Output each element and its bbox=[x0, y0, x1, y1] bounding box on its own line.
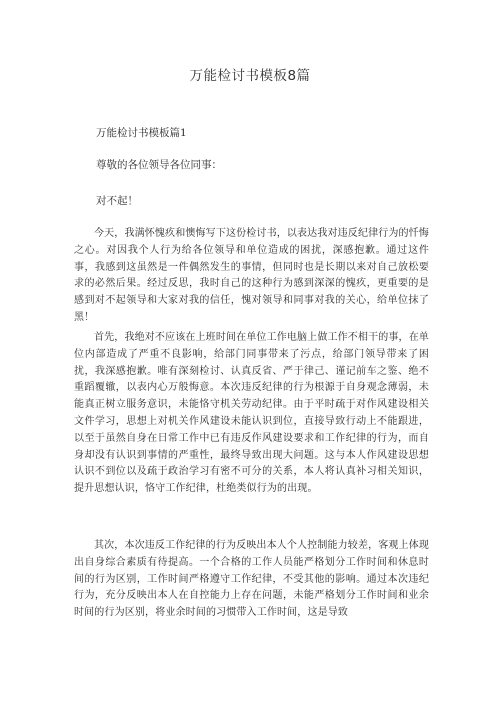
body-paragraph: 今天，我满怀愧疚和懊悔写下这份检讨书，以表达我对违反纪律行为的忏悔之心。对因我个人行为给各位领导和单位造成的困扰，深感抱歉。通过这件事，我感到这虽然是一件偶然发生的事情，但同时也是长期以来对自己放松要求的必然后果。经过反思，我时自己的这种行为感到深深的愧疚，更重要的是感到对不起领导和大家对我的信任，愧对领导和同事对我的关心，给单位抹了黑！ bbox=[74, 228, 429, 323]
document-title: 万能检讨书模板8篇 bbox=[189, 68, 311, 84]
document-subtitle: 万能检讨书模板篇1 bbox=[96, 127, 187, 139]
body-paragraph: 首先，我绝对不应该在上班时间在单位工作电脑上做工作不相干的事，在单位内部造成了严重不良影响，给部门同事带来了污点，给部门领导带来了困扰，我深感抱歉。唯有深刻检讨、认真反省、严于律己、谨记前车之鉴、绝不重蹈覆辙，以表内心万般悔意。本次违反纪律的行为根源于自身观念薄弱，未能真正树立服务意识，未能恪守机关劳动纪律。由于平时疏于对作风建设相关文件学习，思想上对机关作风建设未能认识到位，直接导致行动上不能跟进，以至于虽然自身在日常工作中已有违反作风建设要求和工作纪律的行为，而自身却没有认识到事情的严重性，最终导致出现大问题。这与本人作风建设思想认识不到位以及疏于政治学习有密不可分的关系，本人将认真补习相关知识，提升思想认识，恪守工作纪律，杜绝类似行为的出现。 bbox=[74, 332, 429, 495]
apology-line: 对不起！ bbox=[96, 195, 138, 207]
salutation: 尊敬的各位领导各位同事： bbox=[96, 159, 222, 171]
body-paragraph: 其次，本次违反工作纪律的行为反映出本人个人控制能力较差，客观上体现出自身综合素质有待提高。一个合格的工作人员能严格划分工作时间和休息时间的行为区别，工作时间严格遵守工作纪律，不受其他的影响。通过本次违纪行为，充分反映出本人在自控能力上存在问题，未能严格划分工作时间和业余时间的行为区别，将业余时间的习惯带入工作时间，这是导致 bbox=[74, 540, 429, 619]
